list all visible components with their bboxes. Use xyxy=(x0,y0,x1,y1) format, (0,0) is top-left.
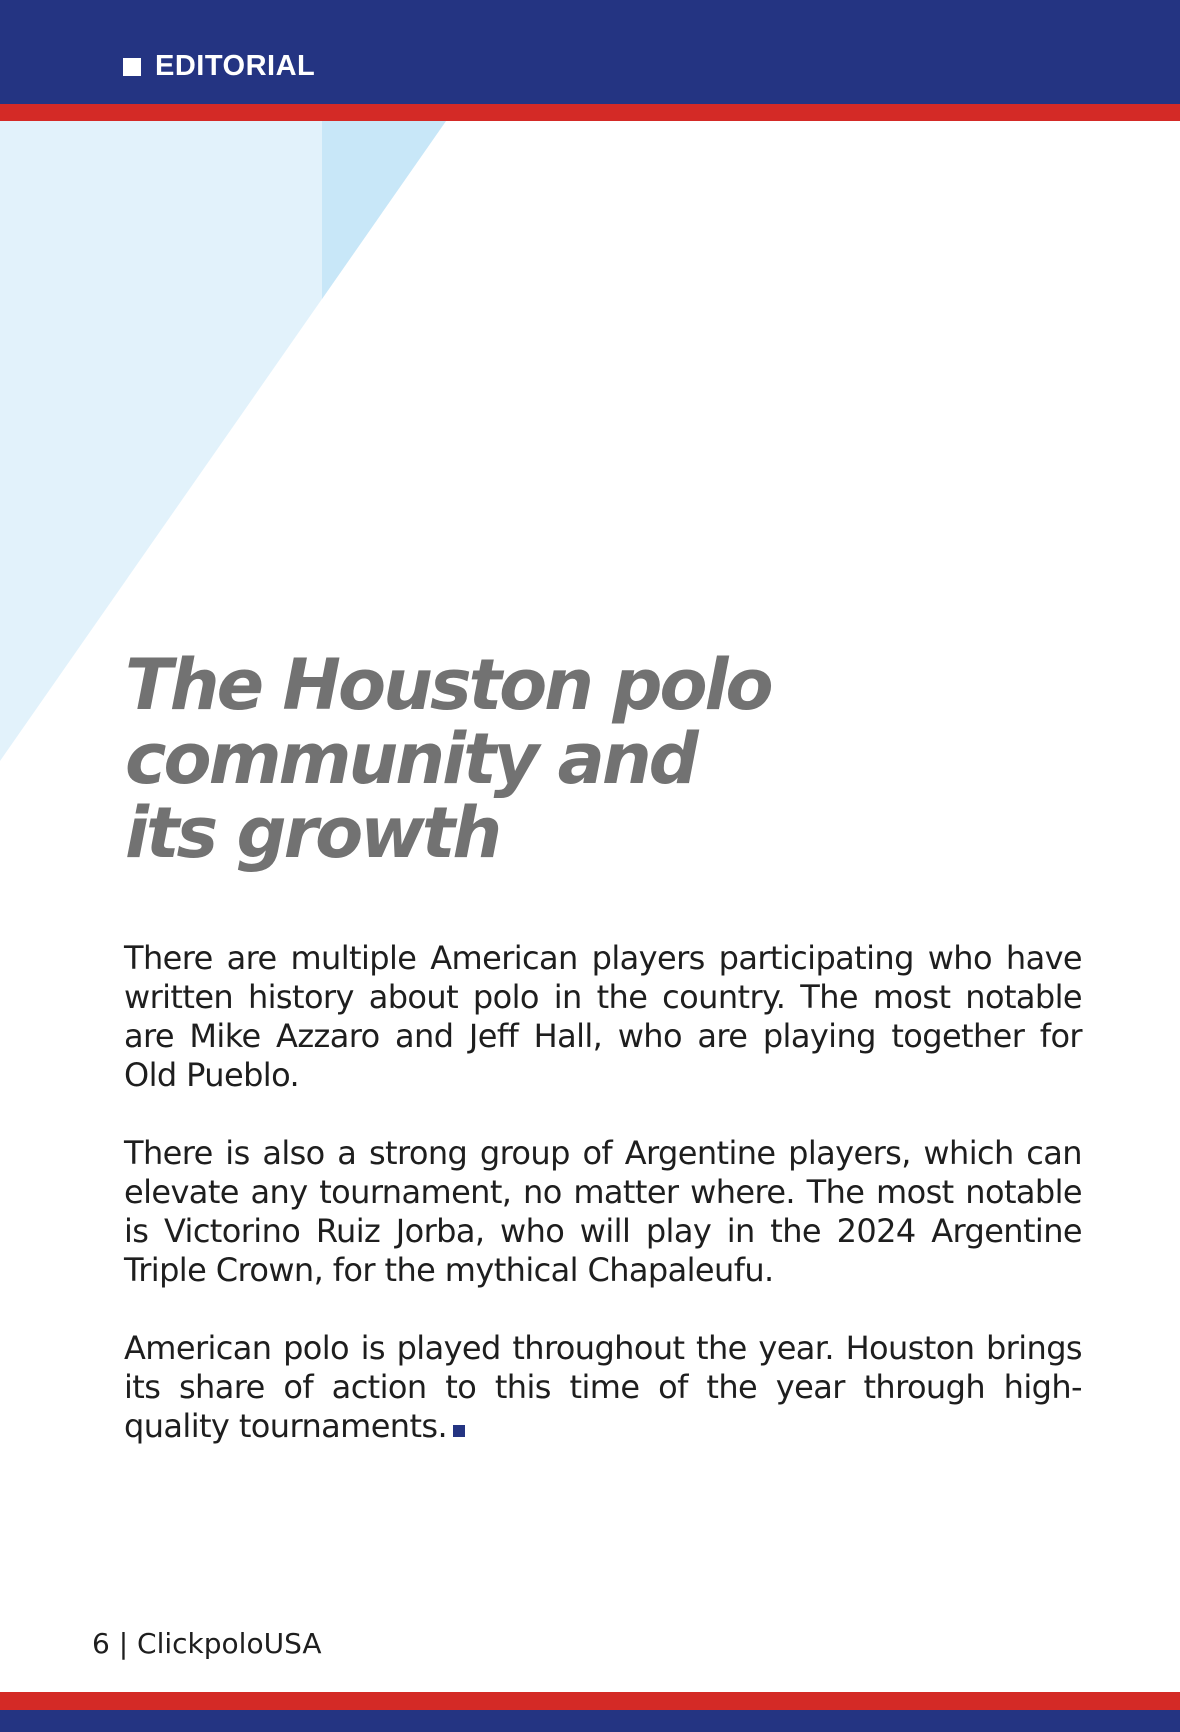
headline-line: community and xyxy=(125,718,696,800)
square-icon xyxy=(123,58,141,76)
header-stripe xyxy=(0,104,1180,121)
headline-line: its growth xyxy=(125,792,500,874)
footer-stripe xyxy=(0,1692,1180,1710)
paragraph-text: American polo is played throughout the year. Houston brings its share of action to this time of the year through high-quality tournaments. xyxy=(124,1329,1082,1445)
page-footer: 6 | ClickpoloUSA xyxy=(92,1627,322,1660)
paragraph: There is also a strong group of Argentine players, which can elevate any tournament, no matter where. The most notable is Victorino Ruiz Jorba, who will play in the 2024 Argentine Triple Crown, for the mythical Chapaleufu. xyxy=(124,1134,1082,1289)
end-of-article-icon xyxy=(453,1425,465,1437)
accent-band xyxy=(322,121,446,299)
paragraph-last xyxy=(124,1329,1082,1446)
article-body xyxy=(124,939,1082,1485)
article-headline xyxy=(125,644,885,874)
footer-bar xyxy=(0,1710,1180,1732)
headline-line: The Houston polo xyxy=(125,644,771,726)
section-label xyxy=(123,50,315,83)
paragraph: There are multiple American players participating who have written history about polo in the country. The most notable are Mike Azzaro and Jeff Hall, who are playing together for Old Pueblo. xyxy=(124,939,1082,1094)
section-title: EDITORIAL xyxy=(155,50,316,82)
